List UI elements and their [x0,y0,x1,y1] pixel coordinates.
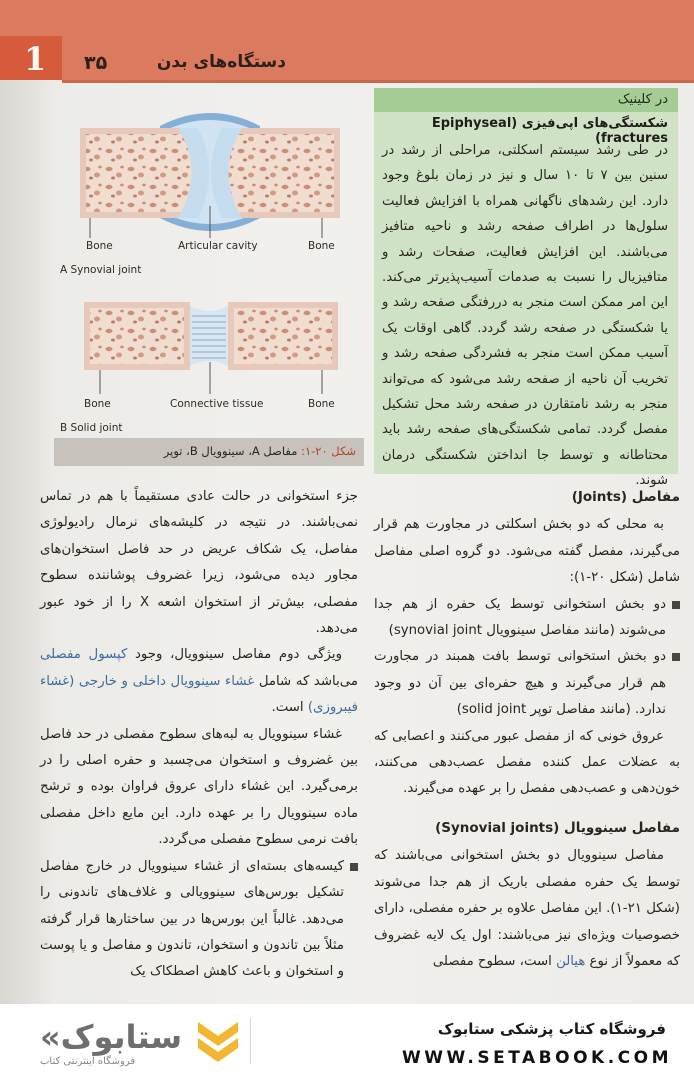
clinic-title: شکستگی‌های اپی‌فیزی (Epiphyseal fractures) [431,116,668,146]
label-bone-b-right: Bone [308,398,335,410]
joint-figure [60,110,360,450]
caption-a: A Synovial joint [60,264,142,276]
figure-number: شکل ۲۰-۱: [301,444,356,458]
caption-b: B Solid joint [60,422,123,434]
footer-divider [250,1018,251,1064]
right-bullet-1: دو بخش استخوانی توسط یک حفره از هم جدا می‌شوند (مانند مفاصل سینوویال synovial joint) [374,592,680,645]
label-bone-a-right: Bone [308,240,335,252]
page-header [0,0,694,80]
store-footer [0,1004,694,1079]
synovial-joint-diagram [80,113,340,238]
left-paragraph-1: جزء استخوانی در حالت عادی مستقیماً با هم در تماس نمی‌باشند. در نتیجه در کلیشه‌های نرمال رادیولوژی مفاصل، یک شکاف عریض در حد فاصل استخوان‌های مجاور دیده می‌شود، زیرا غضروف پوشاننده سطوح مفصلی، بیش‌تر از استخوان اشعه X را از خود عبور می‌دهد. [40,489,359,637]
label-bone-b-left: Bone [84,398,111,410]
term-hyaline: هیالن [556,953,586,969]
chapter-title: دستگاه‌های بدن [156,52,286,72]
right-paragraph-2: عروق خونی که از مفصل عبور می‌کنند و اعصابی که به عضلات عمل کننده مفصل عصب‌دهی می‌کنند، خون‌دهی و عصب‌دهی مفصل را بر عهده می‌گیرند. [374,728,680,797]
store-name: فروشگاه کتاب پزشکی ستابوک [437,1020,666,1038]
right-paragraph-3: مفاصل سینوویال دو بخش استخوانی می‌باشند که توسط یک حفره مفصلی باریک از هم جدا می‌شوند (شکل ۲۱-۱). این مفاصل علاوه بر حفره مفصلی، دارای خصوصیات ویژه‌ای نیز می‌باشند: اول یک لایه غضروف که معمولاً از نوع هیالن است، سطوح مفصلی [374,848,680,969]
left-column [40,484,358,986]
store-logo-subtitle: فروشگاه اینترنتی کتاب [40,1056,136,1067]
header-divider [62,80,694,83]
store-logo[interactable]: «ستابوک [40,1018,183,1056]
label-articular-cavity: Articular cavity [178,240,258,252]
figure-caption-text: مفاصل A، سینوویال B، توپر [163,444,302,458]
right-paragraph-1: به محلی که دو بخش اسکلتی در مجاورت هم قرار می‌گیرند، مفصل گفته می‌شود. دو گروه اصلی مفاصل شامل (شکل ۲۰-۱): [374,517,680,586]
clinic-body: در طی رشد سیستم اسکلتی، مراحلی از رشد در سنین بین ۷ تا ۱۰ سال و نیز در زمان بلوغ وجود دارد. این رشدهای ناگهانی همراه با افزایش فعالیت سلول‌ها در اطراف صفحه رشد و ناحیه متافیز می‌باشند. این افزایش فعالیت، صفحات رشد و متافیزیال را نسبت به صدمات آسیب‌پذیرتر می‌کند. این امر ممکن است منجر به دررفتگی صفحه رشد و یا شکستگی در صفحه رشد گردد. گاهی اوقات یک آسیب ممکن است منجر به فشردگی صفحه رشد و تخریب آن ناحیه از صفحه رشد می‌شود که می‌تواند منجر به رشد نامتقارن در صفحه رشد محل تشکیل مفصل گردد. تمامی شکستگی‌های صفحه رشد باید محتاطانه و توسط جا انداختن شکستگی درمان شوند. [382,143,669,489]
right-bullet-2: دو بخش استخوانی توسط بافت همبند در مجاورت هم قرار می‌گیرند و هیچ حفره‌ای بین آن دو وجود ندارد. (مانند مفاصل توپر solid joint) [374,644,680,723]
section-heading-joints: مفاصل (Joints) [571,489,680,505]
right-column [374,484,680,975]
left-paragraph-2: ویژگی دوم مفاصل سینوویال، وجود کپسول مفصلی می‌باشد که شامل غشاء سینوویال داخلی و خارجی (غشاء فیبروزی) است. [40,647,358,716]
label-connective-tissue: Connective tissue [170,398,264,410]
label-bone-a-left: Bone [86,240,113,252]
figure-caption [54,438,364,466]
chevron-logo-icon [196,1018,240,1064]
clinic-tab: در کلینیک [374,88,678,112]
section-heading-synovial: مفاصل سینوویال (Synovial joints) [435,819,680,836]
left-paragraph-3: غشاء سینوویال به لبه‌های سطوح مفصلی در حد فاصل بین غضروف و استخوان می‌چسبد و حفره اصلی را در برمی‌گیرد. این غشاء دارای عروق فراوان بوده و ترشح ماده سینوویال را بر عهده دارد. این مایع داخل مفصلی بافت نرمی سطوح مفصلی می‌گردد. [40,726,358,848]
solid-joint-diagram [84,302,338,394]
term-synovial-membrane: غشاء سینوویال داخلی و خارجی (غشاء فیبروزی) [40,673,358,716]
store-url[interactable]: WWW.SETABOOK.COM [402,1048,672,1068]
term-joint-capsule: کپسول مفصلی [40,647,128,663]
left-bullet: کیسه‌های بسته‌ای از غشاء سینوویال در خارج مفاصل تشکیل بورس‌های سینوویالی و غلاف‌های تاندونی را می‌دهد. غالباً این بورس‌ها در بین ساختارها قرار گرفته مثلاً بین تاندون و استخوان، تاندون و مفاصل و یا پوست و استخوان و باعث کاهش اصطکاک یک [40,854,358,986]
page-number: ۳۵ [84,52,108,74]
clinic-box [374,88,678,489]
chapter-number: 1 [24,40,47,78]
